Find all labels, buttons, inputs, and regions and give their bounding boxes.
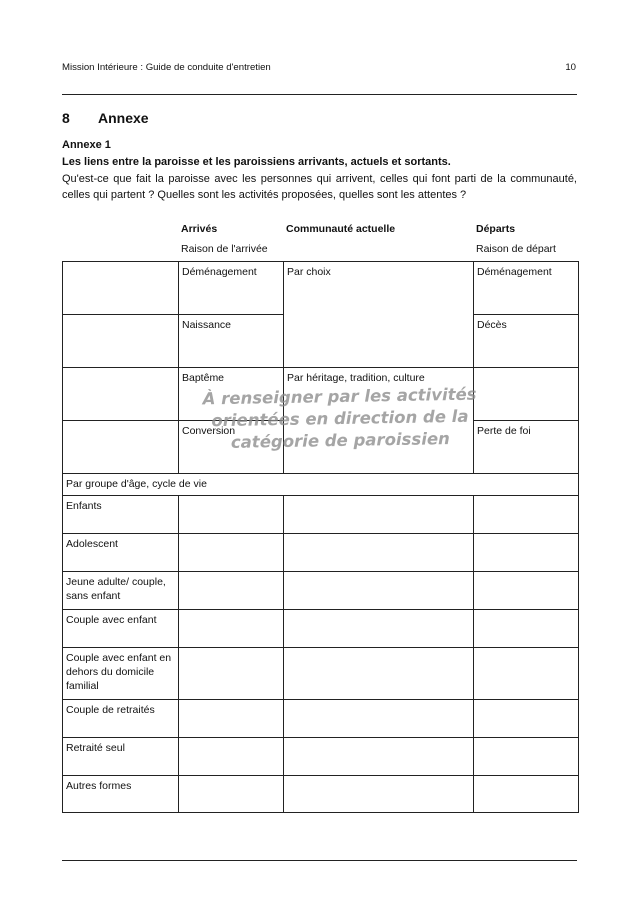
section-heading bbox=[62, 110, 149, 126]
section-number: 8 bbox=[62, 110, 70, 126]
input-cell[interactable] bbox=[284, 700, 474, 738]
annexe-label: Annexe 1 bbox=[62, 139, 111, 151]
input-cell[interactable] bbox=[179, 572, 284, 610]
header-rule bbox=[62, 94, 577, 95]
age-group-label: Enfants bbox=[63, 496, 179, 534]
input-cell[interactable] bbox=[284, 738, 474, 776]
current-reason-cell: Par choix bbox=[284, 262, 474, 368]
departure-reason-label: Raison de départ bbox=[476, 243, 556, 255]
empty-cell bbox=[63, 262, 179, 315]
age-group-label: Jeune adulte/ couple, sans enfant bbox=[63, 572, 179, 610]
departure-reason-cell: Déménagement bbox=[474, 262, 579, 315]
age-group-header: Par groupe d'âge, cycle de vie bbox=[63, 474, 579, 496]
input-cell[interactable] bbox=[179, 648, 284, 700]
age-group-label: Couple avec enfant en dehors du domicile familial bbox=[63, 648, 179, 700]
page-header bbox=[62, 62, 576, 80]
footer-rule bbox=[62, 860, 577, 861]
departure-reason-cell: Perte de foi bbox=[474, 421, 579, 474]
input-cell[interactable] bbox=[179, 776, 284, 813]
input-cell[interactable] bbox=[179, 534, 284, 572]
input-cell[interactable] bbox=[179, 700, 284, 738]
empty-cell bbox=[63, 421, 179, 474]
intro-heading: Les liens entre la paroisse et les paroissiens arrivants, actuels et sortants. bbox=[62, 156, 451, 168]
input-cell[interactable] bbox=[284, 776, 474, 813]
departure-reason-cell: Décès bbox=[474, 315, 579, 368]
age-group-label: Retraité seul bbox=[63, 738, 179, 776]
age-group-row bbox=[63, 648, 579, 700]
column-header-arrivals: Arrivés bbox=[181, 223, 218, 235]
age-group-row bbox=[63, 700, 579, 738]
reason-row bbox=[63, 262, 579, 315]
arrival-reason-cell: Déménagement bbox=[179, 262, 284, 315]
age-group-row bbox=[63, 738, 579, 776]
age-group-row bbox=[63, 496, 579, 534]
watermark-overlay: À renseigner par les activités orientées en direction de la catégorie de paroissien bbox=[202, 384, 477, 452]
input-cell[interactable] bbox=[284, 610, 474, 648]
annexe-table bbox=[62, 261, 579, 813]
empty-cell bbox=[63, 315, 179, 368]
input-cell[interactable] bbox=[474, 738, 579, 776]
input-cell[interactable] bbox=[284, 572, 474, 610]
input-cell[interactable] bbox=[474, 572, 579, 610]
input-cell[interactable] bbox=[179, 738, 284, 776]
arrival-reason-cell: Baptême bbox=[179, 368, 284, 421]
age-group-label: Autres formes bbox=[63, 776, 179, 813]
age-group-label: Couple avec enfant bbox=[63, 610, 179, 648]
input-cell[interactable] bbox=[474, 700, 579, 738]
age-group-label: Couple de retraités bbox=[63, 700, 179, 738]
age-group-row bbox=[63, 610, 579, 648]
column-header-current: Communauté actuelle bbox=[286, 223, 396, 235]
arrival-reason-cell: Naissance bbox=[179, 315, 284, 368]
input-cell[interactable] bbox=[474, 496, 579, 534]
age-group-row bbox=[63, 572, 579, 610]
age-group-header-row bbox=[63, 474, 579, 496]
age-group-row bbox=[63, 776, 579, 813]
input-cell[interactable] bbox=[474, 534, 579, 572]
intro-paragraph: Qu'est-ce que fait la paroisse avec les personnes qui arrivent, celles qui font parti de la communauté, celles qui partent ? Quelles sont les activités proposées, quelles sont les attentes ? bbox=[62, 173, 577, 201]
arrival-reason-label: Raison de l'arrivée bbox=[181, 243, 268, 255]
section-title: Annexe bbox=[98, 110, 149, 126]
input-cell[interactable] bbox=[179, 610, 284, 648]
column-header-departures: Départs bbox=[476, 223, 516, 235]
age-group-label: Adolescent bbox=[63, 534, 179, 572]
input-cell[interactable] bbox=[474, 648, 579, 700]
arrival-reason-cell: Conversion bbox=[179, 421, 284, 474]
input-cell[interactable] bbox=[179, 496, 284, 534]
input-cell[interactable] bbox=[284, 496, 474, 534]
input-cell[interactable] bbox=[284, 534, 474, 572]
input-cell[interactable] bbox=[284, 648, 474, 700]
current-reason-cell: Par héritage, tradition, culture bbox=[284, 368, 474, 474]
header-title: Mission Intérieure : Guide de conduite d'entretien bbox=[62, 62, 271, 73]
input-cell[interactable] bbox=[474, 776, 579, 813]
page-number: 10 bbox=[565, 62, 576, 73]
empty-cell bbox=[63, 368, 179, 421]
age-group-row bbox=[63, 534, 579, 572]
input-cell[interactable] bbox=[474, 610, 579, 648]
